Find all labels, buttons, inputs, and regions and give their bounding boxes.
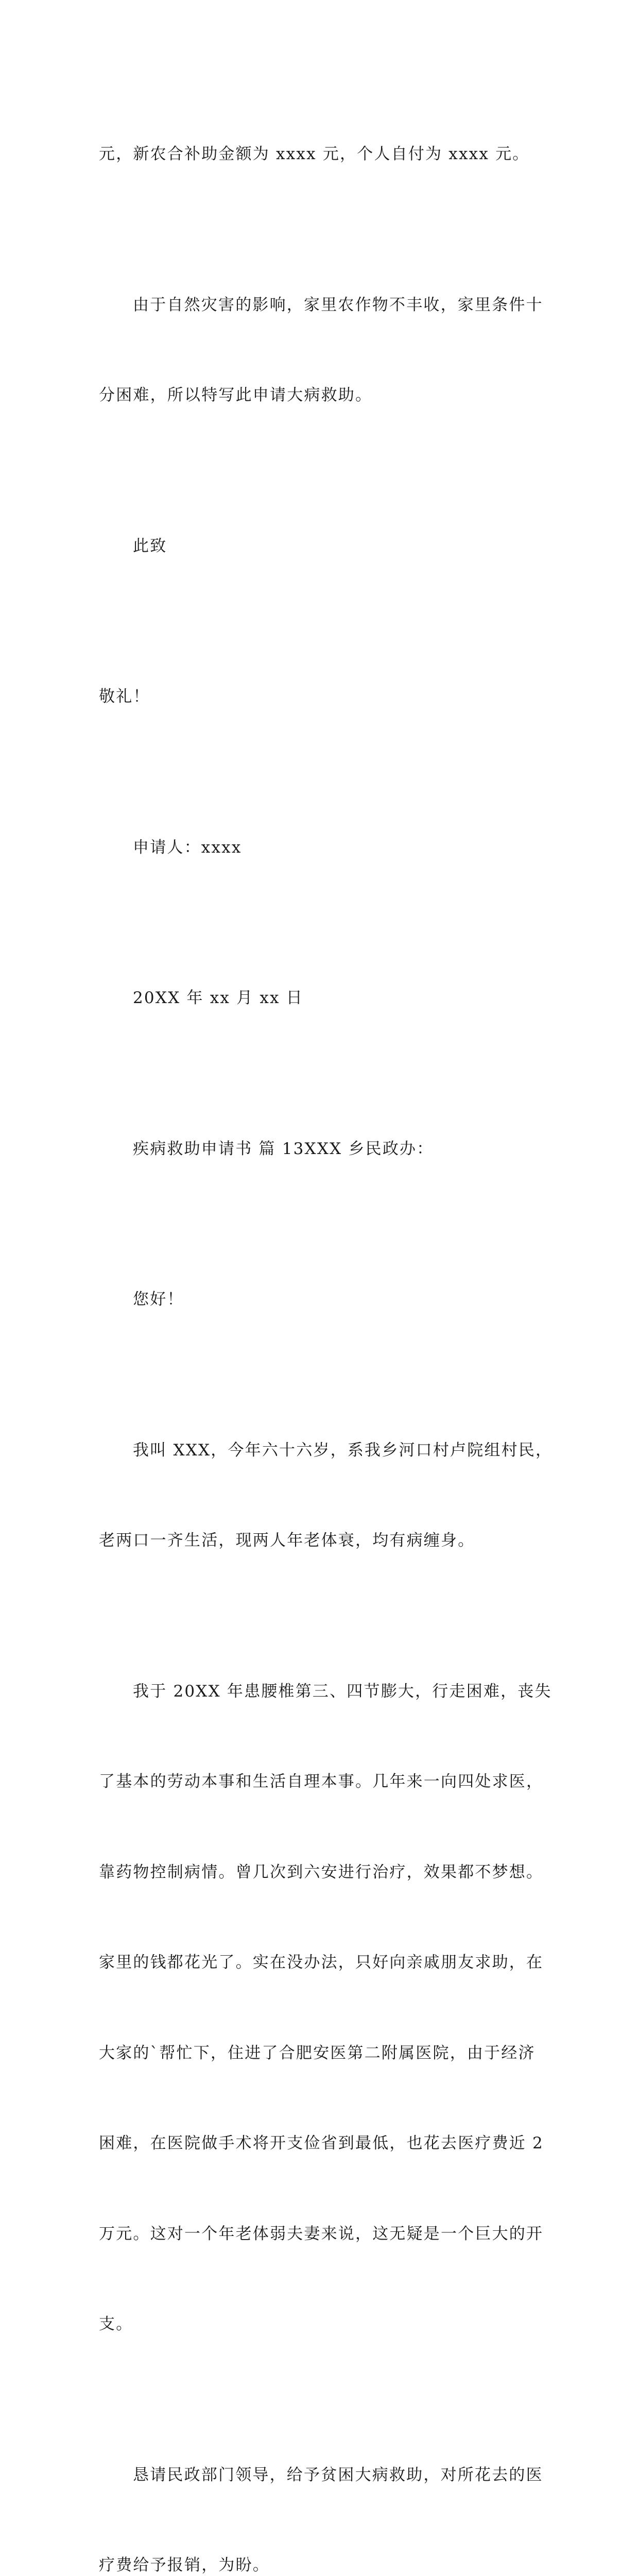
text-line: 了基本的劳动本事和生活自理本事。几年来一向四处求医， (99, 1767, 547, 1797)
applicant-signature (99, 772, 547, 923)
document-body (99, 79, 547, 2576)
paragraph (99, 79, 547, 230)
text-line: 大家的`帮忙下，住进了合肥安医第二附属医院，由于经济 (99, 2038, 547, 2069)
text-line: 您好！ (99, 1284, 547, 1315)
text-line: 家里的钱都花光了。实在没办法，只好向亲戚朋友求助，在 (99, 1947, 547, 1978)
text-line: 由于自然灾害的影响，家里农作物不丰收，家里条件十 (99, 290, 547, 320)
text-line: 敬礼！ (99, 682, 547, 712)
text-line: 元，新农合补助金额为 xxxx 元，个人自付为 xxxx 元。 (99, 139, 547, 170)
text-line: 20XX 年 xx 月 xx 日 (99, 983, 547, 1013)
text-line: 此致 (99, 531, 547, 562)
closing-salutation (99, 471, 547, 622)
text-line: 我于 20XX 年患腰椎第三、四节膨大，行走困难，丧失 (99, 1676, 547, 1707)
text-line: 靠药物控制病情。曾几次到六安进行治疗，效果都不梦想。 (99, 1857, 547, 1888)
paragraph (99, 1616, 547, 2400)
greeting (99, 1224, 547, 1375)
section-heading (99, 1074, 547, 1225)
text-line: 老两口一齐生活，现两人年老体衰，均有病缠身。 (99, 1526, 547, 1556)
document-page (0, 0, 639, 904)
paragraph (99, 2400, 547, 2576)
text-line: 支。 (99, 2309, 547, 2340)
text-line: 疗费给予报销，为盼。 (99, 2550, 547, 2576)
text-line: 分困难，所以特写此申请大病救助。 (99, 380, 547, 411)
text-line: 万元。这对一个年老体弱夫妻来说，这无疑是一个巨大的开 (99, 2219, 547, 2249)
text-line: 疾病救助申请书 篇 13XXX 乡民政办： (99, 1134, 547, 1164)
text-line: 困难，在医院做手术将开支俭省到最低，也花去医疗费近 2 (99, 2128, 547, 2159)
date-line (99, 923, 547, 1074)
closing-regards (99, 621, 547, 772)
text-line: 恳请民政部门领导，给予贫困大病救助，对所花去的医 (99, 2460, 547, 2490)
paragraph (99, 230, 547, 471)
text-line: 我叫 XXX，今年六十六岁，系我乡河口村卢院组村民， (99, 1435, 547, 1466)
text-line: 申请人：xxxx (99, 833, 547, 863)
paragraph (99, 1375, 547, 1616)
